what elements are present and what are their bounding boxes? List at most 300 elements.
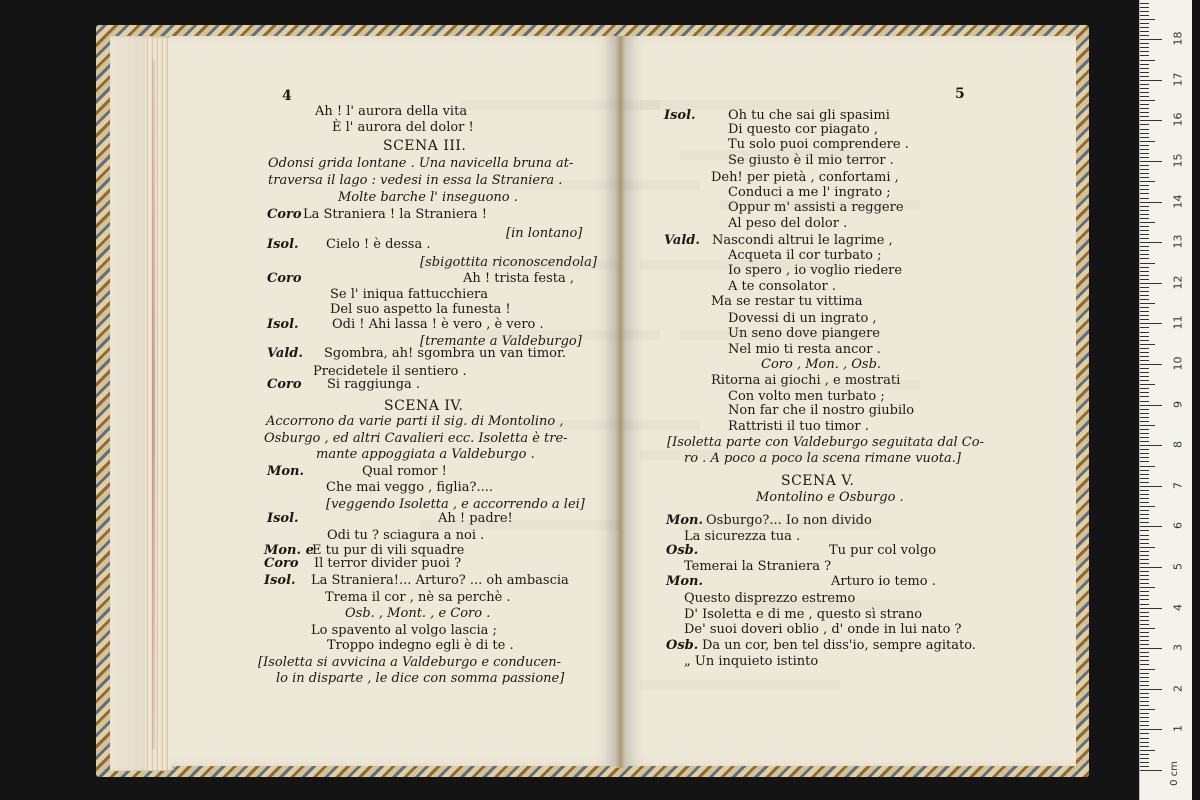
left-page-stage-direction: [veggendo Isoletta , e accorrendo a lei] bbox=[326, 497, 585, 512]
ruler-label: 14 bbox=[1171, 194, 1185, 209]
ruler-tick bbox=[1140, 39, 1162, 40]
ruler-label: 1 bbox=[1171, 725, 1185, 733]
show-through-shadow bbox=[460, 100, 660, 110]
ruler-tick bbox=[1140, 100, 1155, 101]
right-page-scene-heading: SCENA V. bbox=[781, 473, 855, 489]
ruler-tick bbox=[1140, 725, 1149, 726]
ruler-tick bbox=[1140, 392, 1149, 393]
ruler-tick bbox=[1140, 198, 1149, 199]
right-page-verse-line: Non far che il nostro giubilo bbox=[728, 403, 915, 418]
right-page-verse-line: Io spero , io voglio riedere bbox=[728, 263, 903, 278]
ruler-tick bbox=[1140, 717, 1149, 718]
ruler-tick bbox=[1140, 664, 1149, 665]
left-page-verse-line: Ah ! trista festa , bbox=[463, 271, 575, 286]
ruler-tick bbox=[1140, 644, 1149, 645]
ruler-tick bbox=[1140, 494, 1149, 495]
ruler-tick bbox=[1140, 31, 1149, 32]
ruler-tick bbox=[1140, 68, 1149, 69]
ruler-tick bbox=[1140, 336, 1149, 337]
ruler-tick bbox=[1140, 96, 1149, 97]
ruler-tick bbox=[1140, 47, 1149, 48]
right-page-verse-line: Un seno dove piangere bbox=[728, 326, 881, 341]
ruler-tick bbox=[1140, 104, 1149, 105]
ruler-tick bbox=[1140, 628, 1155, 629]
ruler-tick bbox=[1140, 543, 1149, 544]
left-page-verse-line: Cielo ! è dessa . bbox=[326, 237, 431, 252]
ruler-tick bbox=[1140, 43, 1149, 44]
ruler-tick bbox=[1140, 766, 1149, 767]
ruler-tick bbox=[1140, 137, 1149, 138]
ruler-tick bbox=[1140, 380, 1149, 381]
right-page-verse-line: Acqueta il cor turbato ; bbox=[728, 248, 882, 263]
left-page-scene-heading: SCENA III. bbox=[383, 138, 467, 154]
left-page-verse-line: E tu pur di vili squadre bbox=[312, 543, 465, 558]
show-through-shadow bbox=[500, 180, 700, 190]
right-page-verse-line: Al peso del dolor . bbox=[728, 216, 848, 231]
ruler-tick bbox=[1140, 669, 1155, 670]
ruler-tick bbox=[1140, 535, 1149, 536]
left-page-stage-direction: mante appoggiata a Valdeburgo . bbox=[316, 447, 535, 462]
left-page-speaker: Mon. bbox=[267, 464, 305, 479]
ruler-tick bbox=[1140, 64, 1149, 65]
ruler-label: 7 bbox=[1171, 481, 1185, 489]
ruler-tick bbox=[1140, 35, 1149, 36]
page-number: 5 bbox=[955, 86, 965, 102]
ruler-tick bbox=[1140, 632, 1149, 633]
left-page-scene-heading: SCENA IV. bbox=[384, 398, 464, 414]
ruler-tick bbox=[1140, 652, 1149, 653]
ruler-label: 2 bbox=[1171, 684, 1185, 692]
ruler-tick bbox=[1140, 169, 1149, 170]
left-page-verse-line: Trema il cor , nè sa perchè . bbox=[325, 590, 511, 605]
left-page-stage-direction: lo in disparte , le dice con somma passione] bbox=[276, 671, 565, 686]
left-page-stage-direction: [in lontano] bbox=[506, 226, 583, 241]
ruler-tick bbox=[1140, 640, 1149, 641]
ruler-tick bbox=[1140, 490, 1149, 491]
right-page-speaker: Osb. bbox=[666, 638, 699, 653]
ruler-tick bbox=[1140, 522, 1149, 523]
left-page-speaker: Coro bbox=[267, 207, 302, 222]
ruler-tick bbox=[1140, 185, 1149, 186]
ruler-tick bbox=[1140, 124, 1149, 125]
ruler-tick bbox=[1140, 729, 1162, 730]
page-number: 4 bbox=[282, 88, 292, 104]
show-through-shadow bbox=[640, 100, 840, 110]
right-page-speaker: Mon. bbox=[666, 574, 704, 589]
ruler-tick bbox=[1140, 202, 1162, 203]
ruler-tick bbox=[1140, 681, 1149, 682]
left-page-verse-line: Se l' iniqua fattucchiera bbox=[330, 287, 488, 302]
ruler-tick bbox=[1140, 575, 1149, 576]
ruler-tick bbox=[1140, 153, 1149, 154]
ruler-tick bbox=[1140, 116, 1149, 117]
left-page-verse-line: È l' aurora del dolor ! bbox=[332, 120, 474, 135]
ruler-tick bbox=[1140, 145, 1149, 146]
ruler-label: 3 bbox=[1171, 644, 1185, 652]
right-page-verse-line: Da un cor, ben tel diss'io, sempre agitato. bbox=[702, 638, 976, 653]
left-page-speaker: Coro bbox=[267, 271, 302, 286]
ruler-tick bbox=[1140, 421, 1149, 422]
ruler-tick bbox=[1140, 437, 1149, 438]
ruler-tick bbox=[1140, 206, 1149, 207]
show-through-shadow bbox=[680, 330, 880, 340]
ruler-tick bbox=[1140, 498, 1149, 499]
ruler-tick bbox=[1140, 742, 1149, 743]
ruler-tick bbox=[1140, 510, 1149, 511]
show-through-shadow bbox=[640, 260, 840, 270]
ruler-tick bbox=[1140, 189, 1149, 190]
ruler-tick bbox=[1140, 612, 1149, 613]
ruler-tick bbox=[1140, 23, 1149, 24]
ruler-tick bbox=[1140, 413, 1149, 414]
right-page-verse-line: Temerai la Straniera ? bbox=[684, 559, 832, 574]
ruler-tick bbox=[1140, 409, 1149, 410]
ruler-tick bbox=[1140, 502, 1149, 503]
left-page-verse-line: Odi ! Ahi lassa ! è vero , è vero . bbox=[332, 317, 544, 332]
left-page-verse-line: Il terror divider puoi ? bbox=[314, 556, 462, 571]
ruler-tick bbox=[1140, 222, 1155, 223]
ruler-tick bbox=[1140, 340, 1149, 341]
show-through-shadow bbox=[680, 520, 880, 530]
show-through-shadow bbox=[420, 260, 620, 270]
ruler-tick bbox=[1140, 108, 1149, 109]
ruler-tick bbox=[1140, 396, 1149, 397]
ruler-tick bbox=[1140, 88, 1149, 89]
ruler-tick bbox=[1140, 746, 1149, 747]
show-through-shadow bbox=[680, 150, 880, 160]
ruler-tick bbox=[1140, 149, 1149, 150]
ruler-label: 5 bbox=[1171, 563, 1185, 570]
right-page-verse-line: Nel mio ti resta ancor . bbox=[728, 342, 881, 357]
ruler-tick bbox=[1140, 620, 1149, 621]
right-page-verse-line: Oppur m' assisti a reggere bbox=[728, 200, 904, 215]
ruler-tick bbox=[1140, 283, 1162, 284]
ruler-tick bbox=[1140, 733, 1149, 734]
left-page-stage-direction: Odonsi grida lontane . Una navicella bruna at- bbox=[268, 156, 574, 171]
left-page-verse-line: Si raggiunga . bbox=[327, 377, 421, 392]
ruler-tick bbox=[1140, 388, 1149, 389]
ruler-tick bbox=[1140, 689, 1162, 690]
right-page-speaker: Mon. bbox=[666, 513, 704, 528]
ruler-tick bbox=[1140, 604, 1149, 605]
ruler-tick bbox=[1140, 514, 1149, 515]
ruler-tick bbox=[1140, 482, 1149, 483]
ruler-tick bbox=[1140, 299, 1149, 300]
ruler-label: 12 bbox=[1171, 275, 1185, 290]
ruler-tick bbox=[1140, 246, 1149, 247]
ruler-label: 17 bbox=[1171, 72, 1185, 87]
ruler-tick bbox=[1140, 55, 1149, 56]
ruler-tick bbox=[1140, 449, 1149, 450]
ruler-tick bbox=[1140, 591, 1149, 592]
left-page-speaker: Mon. e bbox=[264, 543, 314, 558]
ruler-tick bbox=[1140, 433, 1149, 434]
ruler-label: 13 bbox=[1171, 234, 1185, 249]
right-page-stage-direction: ro . A poco a poco la scena rimane vuota.] bbox=[684, 451, 961, 466]
ruler-tick bbox=[1140, 417, 1149, 418]
ruler-tick bbox=[1140, 92, 1149, 93]
ruler-tick bbox=[1140, 754, 1149, 755]
ruler-tick bbox=[1140, 376, 1149, 377]
ruler-tick bbox=[1140, 762, 1149, 763]
ruler-tick bbox=[1140, 474, 1149, 475]
ruler-tick bbox=[1140, 697, 1149, 698]
ruler-tick bbox=[1140, 595, 1149, 596]
ruler-tick bbox=[1140, 364, 1162, 365]
ruler-tick bbox=[1140, 660, 1149, 661]
ruler-tick bbox=[1140, 705, 1149, 706]
ruler-label: 8 bbox=[1171, 441, 1185, 449]
ruler-tick bbox=[1140, 547, 1155, 548]
ruler-tick bbox=[1140, 608, 1162, 609]
right-page-verse-line: A te consolator . bbox=[728, 279, 836, 294]
right-page-verse-line: Oh tu che sai gli spasimi bbox=[728, 108, 890, 123]
ruler-tick bbox=[1140, 563, 1149, 564]
ruler-tick bbox=[1140, 636, 1149, 637]
right-page-speaker: Vald. bbox=[664, 233, 700, 248]
right-page-verse-line: Con volto men turbato ; bbox=[728, 389, 885, 404]
measurement-ruler bbox=[1139, 0, 1192, 800]
show-through-shadow bbox=[720, 600, 920, 610]
right-page-verse-line: Dovessi di un ingrato , bbox=[728, 311, 877, 326]
ruler-tick bbox=[1140, 327, 1149, 328]
ruler-tick bbox=[1140, 226, 1149, 227]
left-page-stage-direction: Molte barche l' inseguono . bbox=[338, 190, 518, 205]
ruler-tick bbox=[1140, 429, 1149, 430]
ruler-tick bbox=[1140, 157, 1149, 158]
show-through-shadow bbox=[460, 330, 660, 340]
ruler-tick bbox=[1140, 323, 1162, 324]
show-through-shadow bbox=[720, 200, 920, 210]
ruler-tick bbox=[1140, 526, 1162, 527]
ruler-tick bbox=[1140, 242, 1162, 243]
right-page-verse-line: Ritorna ai giochi , e mostrati bbox=[711, 373, 901, 388]
left-page-verse-line: Lo spavento al volgo lascia ; bbox=[311, 623, 497, 638]
left-page-verse-line: Del suo aspetto la funesta ! bbox=[330, 302, 511, 317]
ruler-tick bbox=[1140, 738, 1149, 739]
ruler-label: 15 bbox=[1171, 153, 1185, 168]
ruler-tick bbox=[1140, 307, 1149, 308]
ruler-tick bbox=[1140, 587, 1155, 588]
ruler-tick bbox=[1140, 348, 1149, 349]
right-page-verse-line: La sicurezza tua . bbox=[684, 529, 801, 544]
ruler-tick bbox=[1140, 275, 1149, 276]
page-edges bbox=[145, 38, 173, 770]
ruler-tick bbox=[1140, 624, 1149, 625]
left-page-stage-direction: [Isoletta si avvicina a Valdeburgo e conducen- bbox=[258, 655, 562, 670]
ruler-tick bbox=[1140, 770, 1162, 771]
ruler-tick bbox=[1140, 165, 1149, 166]
right-page-verse-line: De' suoi doveri oblio , d' onde in lui nato ? bbox=[684, 622, 962, 637]
ruler-tick bbox=[1140, 250, 1149, 251]
ruler-tick bbox=[1140, 372, 1149, 373]
ruler-tick bbox=[1140, 279, 1149, 280]
ruler-label: 4 bbox=[1171, 603, 1185, 611]
ruler-tick bbox=[1140, 457, 1149, 458]
left-page-verse-line: Che mai veggo , figlia?.... bbox=[326, 480, 493, 495]
right-page-verse-line: Tu pur col volgo bbox=[829, 543, 937, 558]
ruler-tick bbox=[1140, 51, 1149, 52]
ruler-tick bbox=[1140, 750, 1155, 751]
ruler-tick bbox=[1140, 656, 1149, 657]
right-page-stage-direction: Montolino e Osburgo . bbox=[756, 490, 904, 505]
ruler-tick bbox=[1140, 60, 1155, 61]
ruler-tick bbox=[1140, 332, 1149, 333]
ruler-tick bbox=[1140, 713, 1149, 714]
left-page-stage-direction: Osburgo , ed altri Cavalieri ecc. Isoletta è tre- bbox=[264, 431, 568, 446]
ruler-tick bbox=[1140, 303, 1155, 304]
ruler-tick bbox=[1140, 218, 1149, 219]
ruler-tick bbox=[1140, 267, 1149, 268]
right-page-verse-line: Se giusto è il mio terror . bbox=[728, 153, 894, 168]
right-page-verse-line: Ma se restar tu vittima bbox=[711, 294, 863, 309]
ruler-tick bbox=[1140, 11, 1149, 12]
ruler-tick bbox=[1140, 210, 1149, 211]
left-page-verse-line: Sgombra, ah! sgombra un van timor. bbox=[324, 346, 566, 361]
right-page-verse-line: Rattristi il tuo timor . bbox=[728, 419, 869, 434]
ruler-tick bbox=[1140, 555, 1149, 556]
ruler-tick bbox=[1140, 258, 1149, 259]
ruler-tick bbox=[1140, 356, 1149, 357]
ruler-tick bbox=[1140, 360, 1149, 361]
left-page-speaker: Isol. bbox=[267, 237, 299, 252]
ruler-tick bbox=[1140, 287, 1149, 288]
ruler-tick bbox=[1140, 693, 1149, 694]
ruler-tick bbox=[1140, 478, 1149, 479]
ruler-tick bbox=[1140, 685, 1149, 686]
right-page-verse-line: „ Un inquieto istinto bbox=[684, 654, 819, 669]
ruler-tick bbox=[1140, 721, 1149, 722]
ruler-tick bbox=[1140, 234, 1149, 235]
left-page-verse-line: Precidetele il sentiero . bbox=[313, 364, 467, 379]
show-through-shadow bbox=[640, 680, 840, 690]
right-page-verse-line: Conduci a me l' ingrato ; bbox=[728, 185, 891, 200]
page-edge-stain bbox=[152, 60, 155, 750]
ruler-tick bbox=[1140, 445, 1162, 446]
ruler-tick bbox=[1140, 530, 1149, 531]
ruler-unit-label: 0 cm bbox=[1168, 761, 1180, 786]
ruler-tick bbox=[1140, 161, 1162, 162]
ruler-tick bbox=[1140, 19, 1155, 20]
left-page-stage-direction: Osb. , Mont. , e Coro . bbox=[345, 606, 491, 621]
ruler-tick bbox=[1140, 441, 1149, 442]
right-page-verse-line: Arturo io temo . bbox=[831, 574, 936, 589]
ruler-tick bbox=[1140, 559, 1149, 560]
show-through-shadow bbox=[640, 450, 840, 460]
ruler-tick bbox=[1140, 453, 1149, 454]
ruler-tick bbox=[1140, 177, 1149, 178]
left-page-speaker: Isol. bbox=[264, 573, 296, 588]
right-page-verse-line: Deh! per pietà , confortami , bbox=[711, 170, 899, 185]
left-page-stage-direction: [tremante a Valdeburgo] bbox=[420, 334, 582, 349]
ruler-tick bbox=[1140, 263, 1155, 264]
ruler-tick bbox=[1140, 401, 1149, 402]
ruler-tick bbox=[1140, 579, 1149, 580]
ruler-tick bbox=[1140, 709, 1155, 710]
ruler-tick bbox=[1140, 133, 1149, 134]
ruler-tick bbox=[1140, 518, 1149, 519]
ruler-tick bbox=[1140, 352, 1149, 353]
ruler-tick bbox=[1140, 466, 1155, 467]
left-page-verse-line: Ah ! l' aurora della vita bbox=[315, 104, 468, 119]
ruler-tick bbox=[1140, 599, 1149, 600]
ruler-tick bbox=[1140, 616, 1149, 617]
right-page-verse-line: D' Isoletta e di me , questo sì strano bbox=[684, 607, 923, 622]
ruler-tick bbox=[1140, 214, 1149, 215]
ruler-tick bbox=[1140, 425, 1155, 426]
ruler-tick bbox=[1140, 677, 1149, 678]
ruler-tick bbox=[1140, 3, 1149, 4]
ruler-tick bbox=[1140, 571, 1149, 572]
ruler-tick bbox=[1140, 673, 1149, 674]
right-page-verse-line: Questo disprezzo estremo bbox=[684, 591, 856, 606]
ruler-tick bbox=[1140, 120, 1162, 121]
ruler-tick bbox=[1140, 384, 1155, 385]
ruler-tick bbox=[1140, 368, 1149, 369]
ruler-tick bbox=[1140, 15, 1149, 16]
ruler-tick bbox=[1140, 506, 1155, 507]
ruler-tick bbox=[1140, 405, 1162, 406]
ruler-tick bbox=[1140, 72, 1149, 73]
ruler-tick bbox=[1140, 27, 1149, 28]
left-page-verse-line: Qual romor ! bbox=[362, 464, 447, 479]
right-page-verse-line: Nascondi altrui le lagrime , bbox=[712, 233, 893, 248]
ruler-tick bbox=[1140, 315, 1149, 316]
left-page-speaker: Isol. bbox=[267, 317, 299, 332]
ruler-tick bbox=[1140, 583, 1149, 584]
left-page-stage-direction: traversa il lago : vedesi in essa la Straniera . bbox=[268, 173, 563, 188]
right-page-speaker: Isol. bbox=[664, 108, 696, 123]
left-page-stage-direction: [sbigottita riconoscendola] bbox=[420, 255, 597, 270]
ruler-tick bbox=[1140, 539, 1149, 540]
ruler-label: 11 bbox=[1171, 315, 1185, 330]
right-page-verse-line: Tu solo puoi comprendere . bbox=[728, 137, 909, 152]
left-page-speaker: Coro bbox=[264, 556, 299, 571]
ruler-tick bbox=[1140, 193, 1149, 194]
ruler-tick bbox=[1140, 238, 1149, 239]
book-gutter bbox=[616, 36, 625, 768]
ruler-tick bbox=[1140, 486, 1162, 487]
ruler-tick bbox=[1140, 758, 1149, 759]
left-page-speaker: Vald. bbox=[267, 346, 303, 361]
ruler-tick bbox=[1140, 76, 1149, 77]
left-page-verse-line: Odi tu ? sciagura a noi . bbox=[327, 528, 485, 543]
ruler-tick bbox=[1140, 112, 1149, 113]
ruler-tick bbox=[1140, 181, 1155, 182]
show-through-shadow bbox=[420, 520, 620, 530]
ruler-tick bbox=[1140, 319, 1149, 320]
show-through-shadow bbox=[720, 380, 920, 390]
ruler-tick bbox=[1140, 254, 1149, 255]
left-page-verse-line: La Straniera ! la Straniera ! bbox=[303, 207, 487, 222]
ruler-label: 6 bbox=[1171, 522, 1185, 530]
right-page-stage-direction: [Isoletta parte con Valdeburgo seguitata dal Co- bbox=[667, 435, 984, 450]
ruler-tick bbox=[1140, 129, 1149, 130]
ruler-tick bbox=[1140, 173, 1149, 174]
left-page-stage-direction: Accorrono da varie parti il sig. di Montolino , bbox=[266, 414, 564, 429]
left-page-verse-line: Ah ! padre! bbox=[438, 511, 513, 526]
ruler-tick bbox=[1140, 141, 1155, 142]
ruler-tick bbox=[1140, 311, 1149, 312]
ruler-label: 18 bbox=[1171, 31, 1185, 46]
right-page-verse-line: Di questo cor piagato , bbox=[728, 122, 879, 137]
right-page-verse-line: Osburgo?... Io non divido bbox=[706, 513, 872, 528]
ruler-tick bbox=[1140, 295, 1149, 296]
ruler-tick bbox=[1140, 648, 1162, 649]
ruler-tick bbox=[1140, 701, 1149, 702]
ruler-tick bbox=[1140, 291, 1149, 292]
ruler-tick bbox=[1140, 271, 1149, 272]
